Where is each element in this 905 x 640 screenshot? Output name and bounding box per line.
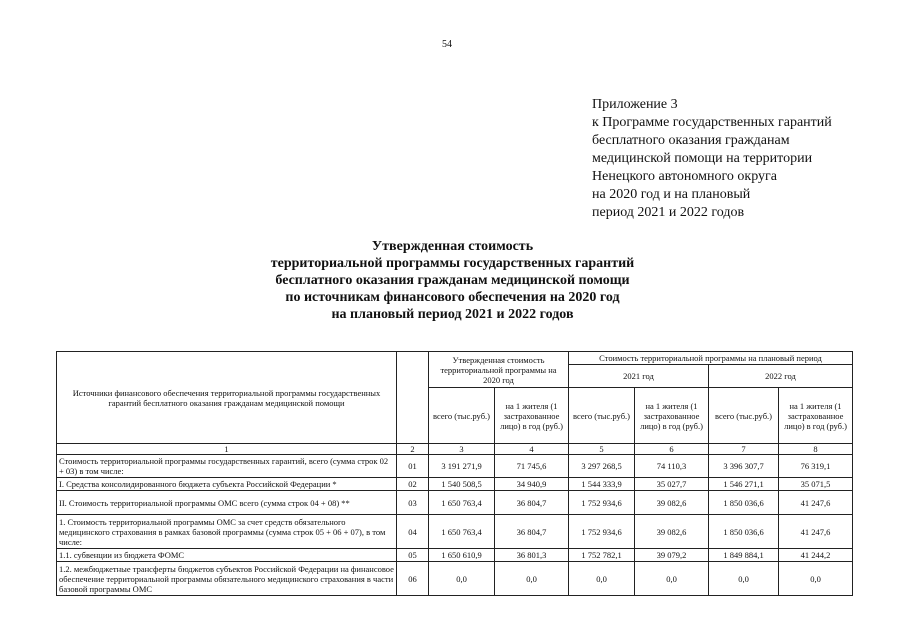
cell-value: 1 544 333,9	[569, 478, 635, 491]
cell-value: 1 546 271,1	[709, 478, 779, 491]
appendix-line: на 2020 год и на плановый	[592, 187, 751, 202]
column-number-row	[57, 444, 853, 455]
cell-value: 1 850 036,6	[709, 515, 779, 549]
cell-value: 3 297 268,5	[569, 455, 635, 478]
appendix-line: период 2021 и 2022 годов	[592, 205, 745, 220]
cell-value: 34 940,9	[495, 478, 569, 491]
cell-value: 71 745,6	[495, 455, 569, 478]
cell-value: 1 849 884,1	[709, 549, 779, 562]
cell-value: 1 752 934,6	[569, 515, 635, 549]
cell-value: 1 752 934,6	[569, 491, 635, 515]
row-name: 1.2. межбюджетные трансферты бюджетов субъектов Российской Федерации на финансовое обеспечение территориальной программы обязательного медицинского страхования в части базовой программы ОМС	[57, 562, 397, 596]
cell-value: 1 752 782,1	[569, 549, 635, 562]
page-number: 54	[442, 39, 452, 50]
table-row	[57, 562, 853, 596]
row-code: 01	[397, 455, 429, 478]
appendix-line: Приложение 3	[592, 97, 678, 112]
title-line: территориальной программы государственных гарантий	[270, 256, 635, 271]
cell-value: 1 650 610,9	[429, 549, 495, 562]
row-name: I. Средства консолидированного бюджета субъекта Российской Федерации *	[57, 478, 397, 491]
header-year-2021: 2021 год	[569, 365, 709, 388]
header-code	[397, 352, 429, 444]
cell-value: 0,0	[495, 562, 569, 596]
document-title	[200, 238, 705, 323]
row-code: 03	[397, 491, 429, 515]
appendix-note	[592, 96, 832, 222]
header-planned-period: Стоимость территориальной программы на плановый период	[569, 352, 853, 365]
column-number: 7	[709, 444, 779, 455]
row-name: 1. Стоимость территориальной программы ОМС за счет средств обязательного медицинского страхования в рамках базовой программы (сумма строк 05 + 06 + 07), в том числе:	[57, 515, 397, 549]
cell-value: 74 110,3	[635, 455, 709, 478]
cell-value: 41 247,6	[779, 491, 853, 515]
row-code: 06	[397, 562, 429, 596]
cell-value: 35 027,7	[635, 478, 709, 491]
appendix-line: Ненецкого автономного округа	[592, 169, 777, 184]
column-number: 4	[495, 444, 569, 455]
table-row	[57, 478, 853, 491]
cell-value: 3 191 271,9	[429, 455, 495, 478]
cell-value: 36 804,7	[495, 491, 569, 515]
table-row	[57, 455, 853, 478]
table-row	[57, 515, 853, 549]
header-year-2022: 2022 год	[709, 365, 853, 388]
cell-value: 39 079,2	[635, 549, 709, 562]
column-number: 8	[779, 444, 853, 455]
header-per-capita: на 1 жителя (1 застрахованное лицо) в год (руб.)	[635, 388, 709, 444]
cell-value: 76 319,1	[779, 455, 853, 478]
row-name: II. Стоимость территориальной программы ОМС всего (сумма строк 04 + 08) **	[57, 491, 397, 515]
cell-value: 0,0	[779, 562, 853, 596]
cell-value: 35 071,5	[779, 478, 853, 491]
cell-value: 0,0	[709, 562, 779, 596]
column-number: 1	[57, 444, 397, 455]
cell-value: 0,0	[635, 562, 709, 596]
header-total: всего (тыс.руб.)	[429, 388, 495, 444]
header-total: всего (тыс.руб.)	[709, 388, 779, 444]
cell-value: 39 082,6	[635, 515, 709, 549]
column-number: 3	[429, 444, 495, 455]
header-per-capita: на 1 жителя (1 застрахованное лицо) в год (руб.)	[779, 388, 853, 444]
column-number: 2	[397, 444, 429, 455]
title-line: по источникам финансового обеспечения на 2020 год	[285, 290, 620, 305]
row-code: 05	[397, 549, 429, 562]
cell-value: 0,0	[429, 562, 495, 596]
cell-value: 1 650 763,4	[429, 491, 495, 515]
appendix-line: бесплатного оказания гражданам	[592, 133, 790, 148]
header-sources: Источники финансового обеспечения территориальной программы государственных гарантий бесплатного оказания гражданам медицинской помощи	[57, 352, 397, 444]
title-line: на плановый период 2021 и 2022 годов	[331, 307, 574, 322]
header-total: всего (тыс.руб.)	[569, 388, 635, 444]
row-code: 02	[397, 478, 429, 491]
cell-value: 36 804,7	[495, 515, 569, 549]
table-row	[57, 491, 853, 515]
title-line: бесплатного оказания гражданам медицинской помощи	[275, 273, 630, 288]
row-name: Стоимость территориальной программы государственных гарантий, всего (сумма строк 02 + 03) в том числе:	[57, 455, 397, 478]
cell-value: 3 396 307,7	[709, 455, 779, 478]
cell-value: 36 801,3	[495, 549, 569, 562]
cell-value: 39 082,6	[635, 491, 709, 515]
appendix-line: медицинской помощи на территории	[592, 151, 813, 166]
cell-value: 1 650 763,4	[429, 515, 495, 549]
cell-value: 0,0	[569, 562, 635, 596]
cell-value: 41 247,6	[779, 515, 853, 549]
cell-value: 1 850 036,6	[709, 491, 779, 515]
header-approved-2020: Утвержденная стоимость территориальной программы на 2020 год	[429, 352, 569, 388]
title-line: Утвержденная стоимость	[371, 239, 534, 254]
appendix-line: к Программе государственных гарантий	[592, 115, 832, 130]
cost-table	[56, 351, 853, 596]
cell-value: 1 540 508,5	[429, 478, 495, 491]
column-number: 5	[569, 444, 635, 455]
row-code: 04	[397, 515, 429, 549]
column-number: 6	[635, 444, 709, 455]
cell-value: 41 244,2	[779, 549, 853, 562]
row-name: 1.1. субвенции из бюджета ФОМС	[57, 549, 397, 562]
table-row	[57, 549, 853, 562]
header-per-capita: на 1 жителя (1 застрахованное лицо) в год (руб.)	[495, 388, 569, 444]
